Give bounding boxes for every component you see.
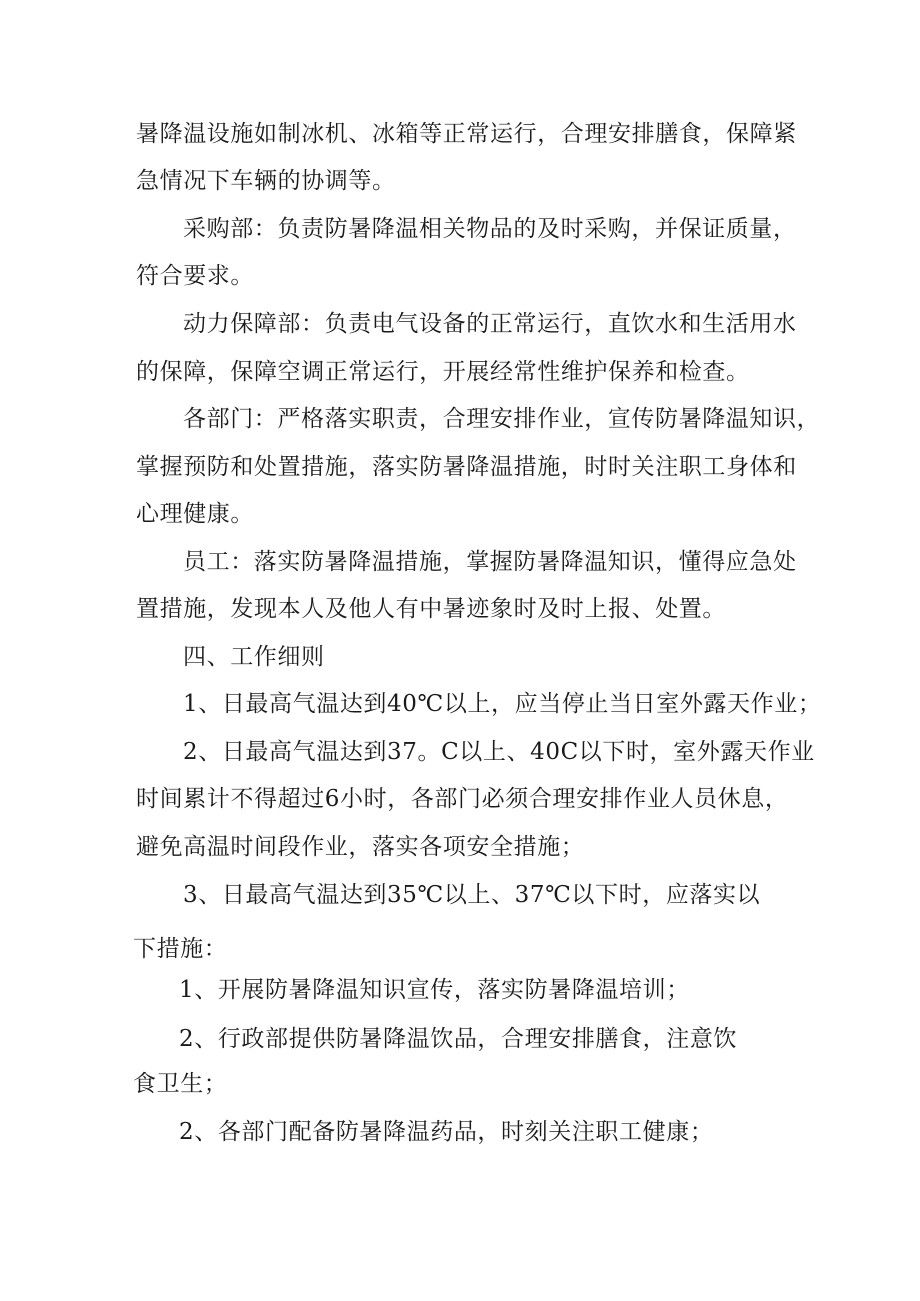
body-text-line: 食卫生； xyxy=(133,1071,228,1097)
paragraph-procurement: 采购部：负责防暑降温相关物品的及时采购，并保证质量， xyxy=(183,216,797,242)
rule-item-3: 3、日最高气温达到35℃以上、37℃以下时，应落实以 xyxy=(183,882,761,908)
body-text-line: 暑降温设施如制冰机、冰箱等正常运行，合理安排膳食，保障紧 xyxy=(136,121,797,147)
body-text-line: 符合要求。 xyxy=(136,263,254,289)
body-text-line: 心理健康。 xyxy=(136,501,254,527)
paragraph-departments: 各部门：严格落实职责，合理安排作业，宣传防暑降温知识， xyxy=(183,406,821,432)
body-text-line: 置措施，发现本人及他人有中暑迹象时及时上报、处置。 xyxy=(136,596,726,622)
paragraph-employees: 员工：落实防暑降温措施，掌握防暑降温知识，懂得应急处 xyxy=(183,549,797,575)
body-text-line: 时间累计不得超过6小时，各部门必须合理安排作业人员休息， xyxy=(136,786,789,812)
sub-item-2: 2、行政部提供防暑降温饮品，合理安排膳食，注意饮 xyxy=(179,1026,738,1052)
section-heading: 四、工作细则 xyxy=(183,644,325,670)
rule-item-2: 2、日最高气温达到37。C以上、40C以下时，室外露天作业 xyxy=(183,739,815,765)
body-text-line: 避免高温时间段作业，落实各项安全措施； xyxy=(136,834,585,860)
body-text-line: 急情况下车辆的协调等。 xyxy=(136,168,396,194)
paragraph-power-support: 动力保障部：负责电气设备的正常运行，直饮水和生活用水 xyxy=(183,311,797,337)
sub-item-1: 1、开展防暑降温知识宣传，落实防暑降温培训； xyxy=(179,977,690,1003)
rule-item-1: 1、日最高气温达到40℃以上，应当停止当日室外露天作业； xyxy=(183,691,822,717)
sub-item-3: 2、各部门配备防暑降温药品，时刻关注职工健康； xyxy=(179,1119,714,1145)
body-text-line: 的保障，保障空调正常运行，开展经常性维护保养和检查。 xyxy=(136,359,750,385)
body-text-line: 下措施： xyxy=(133,936,228,962)
body-text-line: 掌握预防和处置措施，落实防暑降温措施，时时关注职工身体和 xyxy=(136,454,797,480)
